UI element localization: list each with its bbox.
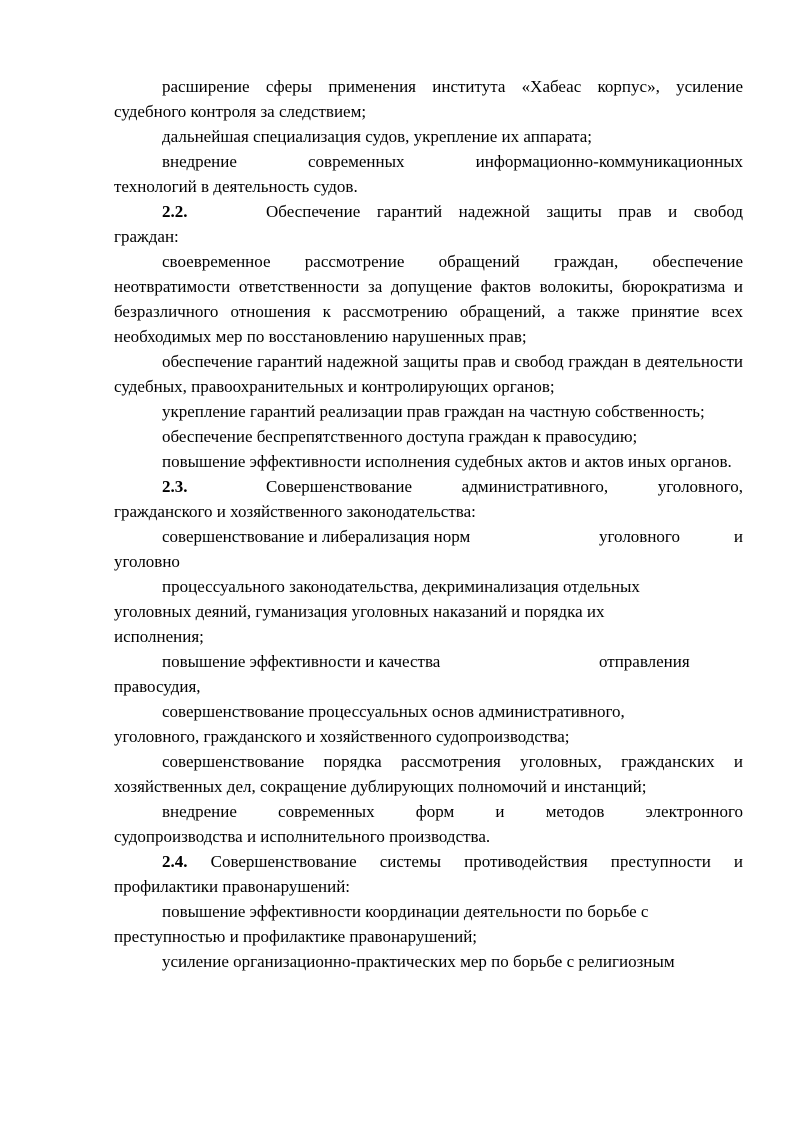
paragraph-appeals: своевременное рассмотрение обращений граждан, обеспечение неотвратимости ответственности за допущение фактов волокиты, бюрократизма и безразличного отношения к рассмотрению обращений, а также принятие всех необходимых мер по восстановлению нарушенных прав; (114, 252, 743, 346)
paragraph-decriminalization-line3: исполнения; (114, 627, 204, 646)
section-number: 2.3. (162, 477, 188, 496)
text-fragment: отправления (599, 652, 690, 671)
paragraph-coordination-line2: преступностью и профилактике правонарушений; (114, 927, 478, 946)
paragraph-liberalization-line2: уголовно (114, 552, 180, 571)
paragraph-electronic-line1: внедрение современных форм и методов электронного (162, 802, 743, 821)
paragraph-coordination-line1: повышение эффективности координации деятельности по борьбе с (162, 902, 649, 921)
section-title: Совершенствование системы противодействия преступности и профилактики правонарушений: (114, 852, 744, 896)
section-title-continued: граждан: (114, 227, 179, 246)
paragraph-guarantees: обеспечение гарантий надежной защиты прав и свобод граждан в деятельности судебных, правоохранительных и контролирующих органов; (114, 352, 743, 396)
section-title: Совершенствование административного, уголовного, (266, 477, 743, 496)
paragraph-property: укрепление гарантий реализации прав граждан на частную собственность; (162, 402, 705, 421)
paragraph-religious-line1: усиление организационно-практических мер по борьбе с религиозным (162, 952, 675, 971)
section-heading-2-3 (114, 474, 743, 499)
section-heading-2-2 (114, 199, 743, 224)
paragraph-decriminalization-line2: уголовных деяний, гуманизация уголовных наказаний и порядка их (114, 602, 605, 621)
paragraph-ict-line1: внедрение современных информационно-коммуникационных (162, 152, 743, 171)
paragraph-access-justice: обеспечение беспрепятственного доступа граждан к правосудию; (162, 427, 638, 446)
paragraph-enforcement: повышение эффективности исполнения судебных актов и актов иных органов. (162, 452, 732, 471)
paragraph-habeas-line2: судебного контроля за следствием; (114, 102, 367, 121)
section-heading-2-4 (114, 849, 743, 899)
paragraph-specialization: дальнейшая специализация судов, укрепление их аппарата; (162, 127, 592, 146)
paragraph-procedural-line2: уголовного, гражданского и хозяйственного судопроизводства; (114, 727, 570, 746)
paragraph-quality-line1 (114, 649, 743, 674)
section-number: 2.4. (162, 852, 188, 871)
text-column (114, 74, 743, 974)
paragraph-decriminalization-line1: процессуального законодательства, декриминализация отдельных (162, 577, 640, 596)
paragraph-ict-line2: технологий в деятельность судов. (114, 177, 358, 196)
paragraph-case-review: совершенствование порядка рассмотрения уголовных, гражданских и хозяйственных дел, сокращение дублирующих полномочий и инстанций; (114, 752, 743, 796)
text-fragment: и (733, 527, 743, 546)
section-number: 2.2. (162, 202, 188, 221)
text-fragment: уголовного (599, 527, 680, 546)
paragraph-quality-line2: правосудия, (114, 677, 201, 696)
section-title: Обеспечение гарантий надежной защиты прав и свобод (266, 202, 743, 221)
paragraph-habeas-line1: расширение сферы применения института «Хабеас корпус», усиление (162, 77, 743, 96)
section-title-continued: гражданского и хозяйственного законодательства: (114, 502, 476, 521)
paragraph-electronic-line2: судопроизводства и исполнительного производства. (114, 827, 491, 846)
text-fragment: повышение эффективности и качества (162, 652, 441, 671)
text-fragment: совершенствование и либерализация норм (162, 527, 471, 546)
paragraph-liberalization-line1 (114, 524, 743, 549)
paragraph-procedural-line1: совершенствование процессуальных основ административного, (162, 702, 625, 721)
